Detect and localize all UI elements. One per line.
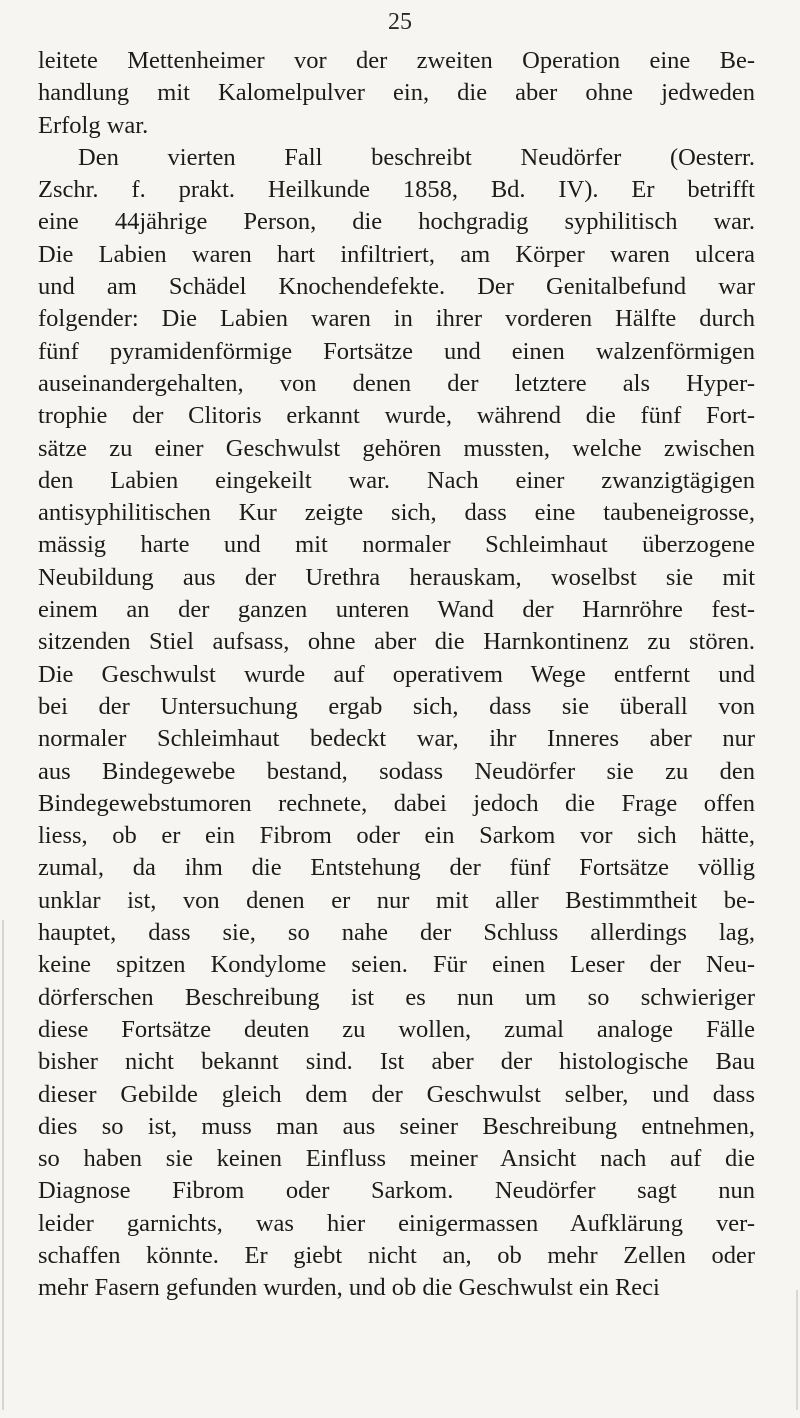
text-line: zumal, da ihm die Entstehung der fünf Fortsätze völlig [38,854,755,882]
text-line: dies so ist, muss man aus seiner Beschreibung entnehmen, [38,1112,755,1140]
text-line: sitzenden Stiel aufsass, ohne aber die Harnkontinenz zu stören. [38,628,755,656]
text-line: mehr Fasern gefunden wurden, und ob die Geschwulst ein Reci [38,1274,660,1302]
text-line: fünf pyramidenförmige Fortsätze und einen walzenförmigen [38,337,755,365]
text-line: Neubildung aus der Urethra herauskam, woselbst sie mit [38,563,755,591]
text-line: eine 44jährige Person, die hochgradig syphilitisch war. [38,208,755,236]
text-line: folgender: Die Labien waren in ihrer vorderen Hälfte durch [38,305,755,333]
text-line: Diagnose Fibrom oder Sarkom. Neudörfer sagt nun [38,1177,755,1205]
text-line: keine spitzen Kondylome seien. Für einen Leser der Neu- [38,951,755,979]
text-line: auseinandergehalten, von denen der letztere als Hyper- [38,369,755,397]
text-line: sätze zu einer Geschwulst gehören mussten, welche zwischen [38,434,755,462]
text-line: liess, ob er ein Fibrom oder ein Sarkom vor sich hätte, [38,822,755,850]
page-edge-mark [793,1290,798,1410]
text-line: mässig harte und mit normaler Schleimhaut überzogene [38,531,755,559]
text-line: Erfolg war. [38,111,149,139]
text-line: und am Schädel Knochendefekte. Der Genitalbefund war [38,273,755,301]
binding-edge-mark [2,920,9,1410]
text-line: schaffen könnte. Er giebt nicht an, ob mehr Zellen oder [38,1241,755,1269]
text-line: antisyphilitischen Kur zeigte sich, dass eine taubeneigrosse, [38,499,755,527]
text-line: Zschr. f. prakt. Heilkunde 1858, Bd. IV). Er betrifft [38,176,755,204]
text-line: normaler Schleimhaut bedeckt war, ihr Inneres aber nur [38,725,755,753]
text-line: trophie der Clitoris erkannt wurde, während die fünf Fort- [38,402,755,430]
page-number: 25 [388,9,412,35]
text-line: bei der Untersuchung ergab sich, dass sie überall von [38,692,755,720]
text-line: dörferschen Beschreibung ist es nun um so schwieriger [38,983,755,1011]
text-line: einem an der ganzen unteren Wand der Harnröhre fest- [38,596,755,624]
text-line: aus Bindegewebe bestand, sodass Neudörfer sie zu den [38,757,755,785]
text-line: diese Fortsätze deuten zu wollen, zumal analoge Fälle [38,1015,755,1043]
text-line: handlung mit Kalomelpulver ein, die aber ohne jedweden [38,79,755,107]
text-line: unklar ist, von denen er nur mit aller Bestimmtheit be- [38,886,755,914]
body-text [38,45,755,1305]
text-line: den Labien eingekeilt war. Nach einer zwanzigtägigen [38,466,755,494]
text-line: Die Geschwulst wurde auf operativem Wege entfernt und [38,660,755,688]
text-line: Die Labien waren hart infiltriert, am Körper waren ulcera [38,240,755,268]
text-line: bisher nicht bekannt sind. Ist aber der histologische Bau [38,1048,755,1076]
text-line: hauptet, dass sie, so nahe der Schluss allerdings lag, [38,919,755,947]
text-line: Den vierten Fall beschreibt Neudörfer (Oesterr. [78,143,755,171]
text-line: leider garnichts, was hier einigermassen Aufklärung ver- [38,1209,755,1237]
text-line: so haben sie keinen Einfluss meiner Ansicht nach auf die [38,1145,755,1173]
text-line: dieser Gebilde gleich dem der Geschwulst selber, und dass [38,1080,755,1108]
text-line: leitete Mettenheimer vor der zweiten Operation eine Be- [38,47,755,74]
text-line: Bindegewebstumoren rechnete, dabei jedoch die Frage offen [38,789,755,817]
